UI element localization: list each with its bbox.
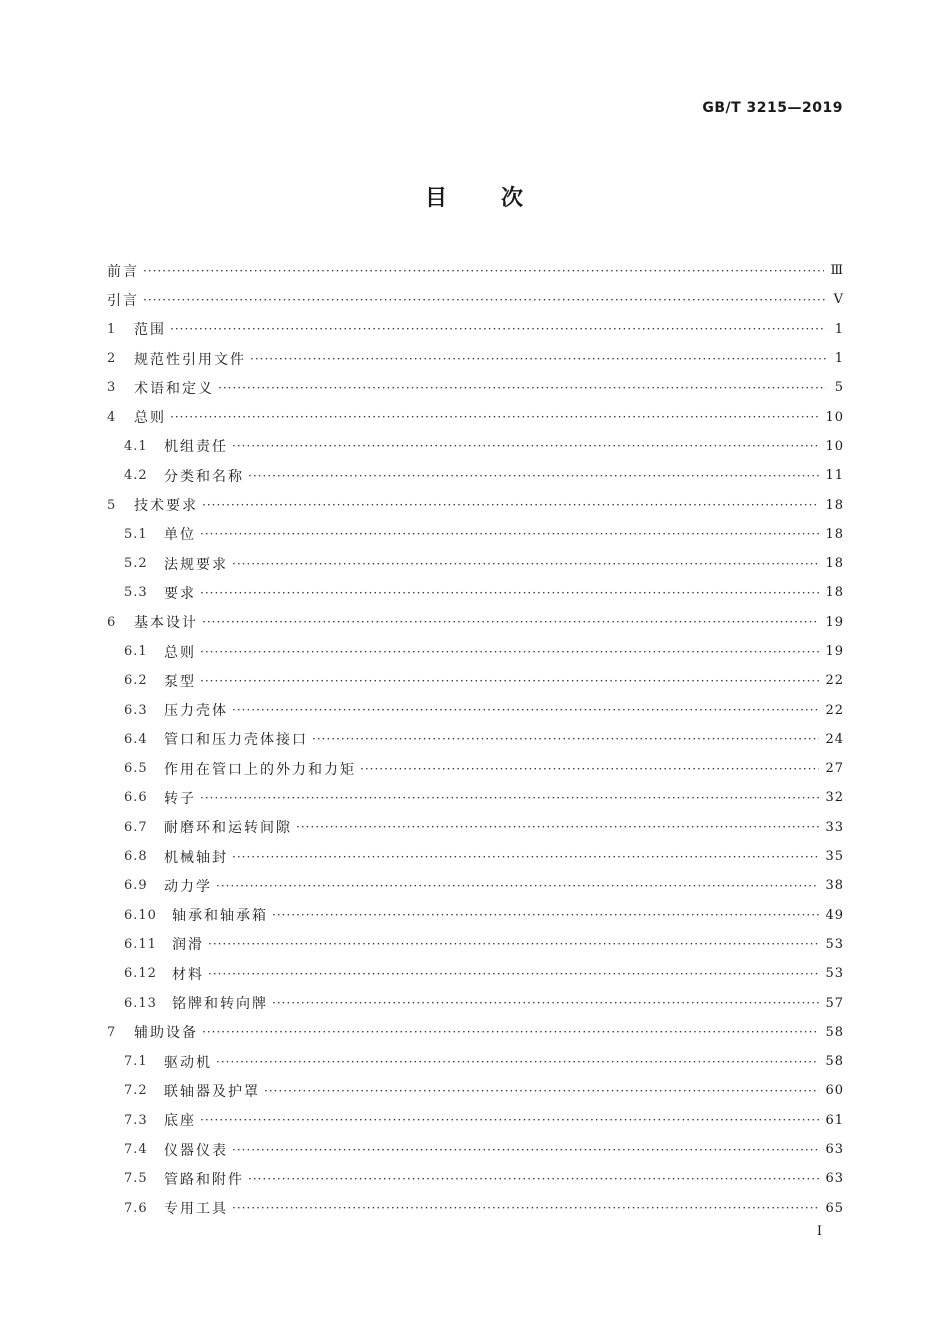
toc-entry[interactable] (107, 490, 844, 519)
toc-entry-label: 压力壳体 (164, 703, 228, 720)
toc-entry-label: 范围 (134, 322, 166, 339)
toc-entry-number: 7.3 (124, 1112, 148, 1128)
toc-entry-page: 32 (825, 790, 844, 806)
toc-entry-label: 机组责任 (164, 439, 228, 456)
toc-entry-page: 60 (825, 1083, 844, 1099)
toc-entry-page: 49 (825, 907, 844, 923)
toc-entry-page: 22 (825, 702, 844, 718)
toc-entry-label: 要求 (164, 585, 196, 602)
toc-entry-page: 58 (825, 1054, 844, 1070)
toc-dot-leader (200, 527, 819, 541)
toc-entry-page: 18 (825, 526, 844, 542)
toc-entry[interactable] (107, 373, 844, 402)
toc-entry-label: 专用工具 (164, 1201, 228, 1218)
toc-dot-leader (296, 820, 819, 834)
toc-entry-page: 65 (825, 1200, 844, 1216)
toc-entry-label: 润滑 (172, 937, 204, 954)
toc-entry-number: 5.1 (124, 526, 148, 542)
toc-entry[interactable] (107, 315, 844, 344)
toc-entry[interactable] (107, 1047, 844, 1076)
toc-entry-page: 19 (825, 644, 844, 659)
toc-entry-label: 动力学 (164, 878, 212, 895)
toc-entry-number: 6.2 (124, 673, 148, 689)
toc-entry[interactable] (107, 285, 844, 314)
toc-entry-page: 1 (834, 351, 844, 367)
toc-entry-number: 7.5 (124, 1171, 148, 1187)
toc-entry-page: 19 (825, 614, 844, 630)
toc-entry-number: 6.4 (124, 731, 148, 747)
toc-entry-page: 5 (834, 380, 844, 396)
toc-dot-leader (248, 1172, 819, 1186)
page-number: I (816, 1224, 822, 1239)
toc-entry-page: 63 (825, 1171, 844, 1187)
toc-entry-number: 6.10 (124, 907, 157, 923)
toc-entry-label: 作用在管口上的外力和力矩 (164, 761, 356, 778)
toc-dot-leader (250, 352, 826, 366)
toc-entry-number: 6.1 (124, 644, 148, 659)
toc-dot-leader (200, 791, 819, 805)
toc-entry[interactable] (107, 1164, 844, 1193)
toc-entry[interactable] (107, 578, 844, 607)
toc-entry-label: 法规要求 (164, 556, 228, 573)
toc-entry-page: 27 (825, 761, 844, 777)
toc-entry-label: 驱动机 (164, 1054, 212, 1071)
toc-entry-label: 轴承和轴承箱 (172, 908, 268, 925)
title-char-1: 目 (424, 186, 449, 211)
toc-entry-label: 总则 (134, 410, 166, 427)
toc-entry-label: 规范性引用文件 (134, 351, 246, 368)
toc-entry[interactable] (107, 1135, 844, 1164)
toc-entry-page: Ⅲ (830, 263, 844, 279)
toc-entry-number: 6.12 (124, 966, 157, 982)
toc-entry[interactable] (107, 842, 844, 871)
toc-entry-number: 6.11 (124, 936, 157, 952)
toc-entry-label: 辅助设备 (134, 1025, 198, 1042)
toc-entry[interactable] (107, 901, 844, 930)
toc-entry-label: 材料 (172, 966, 204, 983)
toc-entry-label: 泵型 (164, 673, 196, 690)
toc-entry-label: 机械轴封 (164, 849, 228, 866)
toc-entry-number: 7.6 (124, 1200, 148, 1216)
toc-entry[interactable] (107, 637, 844, 666)
toc-entry[interactable] (107, 754, 844, 783)
toc-entry-number: 5.2 (124, 556, 148, 572)
toc-entry-number: 4.2 (124, 468, 148, 484)
toc-entry[interactable] (107, 930, 844, 959)
toc-dot-leader (232, 557, 819, 571)
toc-entry-label: 术语和定义 (134, 380, 214, 397)
toc-dot-leader (208, 937, 819, 951)
toc-entry-number: 4.1 (124, 438, 148, 454)
toc-entry-number: 7 (107, 1024, 117, 1040)
toc-entry-number: 1 (107, 321, 117, 337)
toc-entry[interactable] (107, 1194, 844, 1223)
toc-entry-page: 18 (825, 556, 844, 572)
toc-dot-leader (143, 293, 826, 307)
toc-entry-label: 管口和压力壳体接口 (164, 732, 308, 749)
toc-dot-leader (170, 410, 819, 424)
toc-dot-leader (200, 674, 819, 688)
toc-entry-label: 转子 (164, 790, 196, 807)
toc-entry-page: 63 (825, 1142, 844, 1158)
toc-entry-number: 6.7 (124, 819, 148, 835)
toc-entry-label: 总则 (164, 644, 196, 661)
toc-entry-number: 3 (107, 380, 117, 396)
toc-entry-page: 22 (825, 673, 844, 689)
toc-dot-leader (232, 439, 819, 453)
standard-code: GB/T 3215—2019 (702, 100, 843, 116)
toc-entry-page: 53 (825, 936, 844, 952)
toc-entry-label: 引言 (107, 292, 139, 309)
toc-dot-leader (272, 908, 819, 922)
toc-entry-page: 61 (825, 1112, 844, 1128)
toc-entry-number: 5 (107, 497, 117, 513)
toc-entry-page: 10 (825, 409, 844, 425)
toc-dot-leader (218, 381, 826, 395)
toc-entry-number: 2 (107, 351, 117, 367)
toc-entry[interactable] (107, 695, 844, 724)
toc-entry-page: Ⅴ (833, 292, 844, 308)
toc-entry[interactable] (107, 549, 844, 578)
toc-entry-page: 57 (825, 995, 844, 1011)
toc-entry-page: 33 (825, 819, 844, 835)
toc-dot-leader (360, 762, 819, 776)
toc-entry[interactable] (107, 1018, 844, 1047)
toc-entry-number: 7.4 (124, 1142, 148, 1158)
toc-entry-number: 6.13 (124, 995, 157, 1011)
toc-entry-page: 38 (825, 878, 844, 894)
toc-entry-number: 5.3 (124, 585, 148, 601)
toc-dot-leader (202, 498, 819, 512)
toc-entry-number: 7.1 (124, 1054, 148, 1070)
toc-entry-page: 18 (825, 497, 844, 513)
toc-entry-page: 11 (825, 468, 844, 484)
toc-entry-number: 6.3 (124, 702, 148, 718)
toc-entry[interactable] (107, 959, 844, 988)
toc-entry-page: 35 (825, 849, 844, 865)
toc-dot-leader (272, 996, 819, 1010)
toc-dot-leader (248, 469, 819, 483)
toc-dot-leader (170, 322, 826, 336)
toc-entry-number: 6.8 (124, 849, 148, 865)
toc-dot-leader (143, 264, 824, 278)
toc-entry[interactable] (107, 783, 844, 812)
toc-dot-leader (200, 645, 819, 659)
toc-entry-number: 6.9 (124, 878, 148, 894)
toc-entry-page: 24 (825, 731, 844, 747)
toc-dot-leader (312, 732, 819, 746)
toc-dot-leader (200, 1113, 819, 1127)
toc-entry[interactable] (107, 256, 844, 285)
toc-dot-leader (232, 1143, 819, 1157)
toc-entry[interactable] (107, 725, 844, 754)
toc-entry-label: 管路和附件 (164, 1171, 244, 1188)
toc-entry-page: 18 (825, 585, 844, 601)
toc-dot-leader (232, 1201, 819, 1215)
toc-entry-label: 分类和名称 (164, 468, 244, 485)
toc-dot-leader (202, 1025, 819, 1039)
toc-entry[interactable] (107, 988, 844, 1017)
toc-dot-leader (232, 703, 819, 717)
toc-entry[interactable] (107, 813, 844, 842)
toc-entry[interactable] (107, 1076, 844, 1105)
toc-entry-page: 58 (825, 1024, 844, 1040)
toc-entry[interactable] (107, 461, 844, 490)
toc-entry-label: 仪器仪表 (164, 1142, 228, 1159)
toc-entry-label: 铭牌和转向牌 (172, 996, 268, 1013)
toc-entry-page: 1 (834, 321, 844, 337)
toc-entry-number: 6 (107, 614, 117, 630)
toc-dot-leader (200, 586, 819, 600)
toc-dot-leader (208, 967, 819, 981)
toc-entry-label: 单位 (164, 527, 196, 544)
toc-entry-number: 6.6 (124, 790, 148, 806)
toc-entry-page: 10 (825, 438, 844, 454)
toc-entry-label: 前言 (107, 263, 139, 280)
toc-entry[interactable] (107, 1106, 844, 1135)
title-char-2: 次 (501, 186, 526, 211)
toc-entry-number: 4 (107, 409, 117, 425)
toc-entry-label: 耐磨环和运转间隙 (164, 820, 292, 837)
toc-dot-leader (216, 1055, 819, 1069)
toc-entry-label: 联轴器及护罩 (164, 1083, 260, 1100)
toc-entry[interactable] (107, 520, 844, 549)
toc-entry[interactable] (107, 432, 844, 461)
toc-entry-label: 底座 (164, 1113, 196, 1130)
toc-entry-page: 53 (825, 966, 844, 982)
toc-dot-leader (202, 615, 819, 629)
toc-entry[interactable] (107, 871, 844, 900)
toc-entry-number: 6.5 (124, 761, 148, 777)
table-of-contents (107, 256, 844, 1223)
toc-dot-leader (264, 1084, 819, 1098)
toc-entry-label: 基本设计 (134, 615, 198, 632)
toc-entry-label: 技术要求 (134, 498, 198, 515)
toc-dot-leader (232, 850, 819, 864)
toc-entry[interactable] (107, 402, 844, 431)
toc-entry[interactable] (107, 666, 844, 695)
toc-entry[interactable] (107, 344, 844, 373)
toc-entry[interactable] (107, 608, 844, 637)
toc-entry-number: 7.2 (124, 1083, 148, 1099)
toc-dot-leader (216, 879, 819, 893)
page-title (0, 181, 950, 212)
